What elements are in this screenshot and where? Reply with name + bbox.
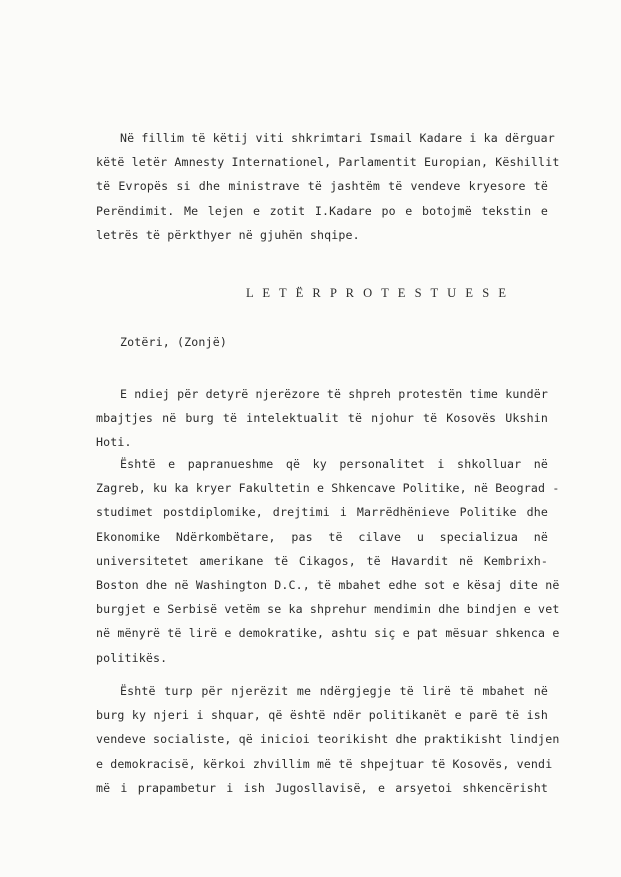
letter-title: L E T Ë R P R O T E S T U E S E bbox=[246, 286, 506, 300]
text-line: universitetet amerikane të Cikagos, të Havardit në Kembrixh- bbox=[96, 553, 548, 568]
salutation bbox=[96, 330, 548, 354]
text-line: studimet postdiplomike, drejtimi i Marrëdhënieve Politike dhe bbox=[96, 505, 548, 520]
body-paragraph-1 bbox=[96, 382, 548, 455]
text-line: Është turp për njerëzit me ndërgjegje të lirë të mbahet në bbox=[120, 684, 548, 698]
text-line: në mënyrë të lirë e demokratike, ashtu siç e pat mësuar shkenca e bbox=[96, 626, 560, 641]
text-line: më i prapambetur i ish Jugosllavisë, e arsyetoi shkencërisht bbox=[96, 780, 548, 795]
text-line: Hoti. bbox=[96, 435, 132, 450]
text-line: burgjet e Serbisë vetëm se ka shprehur mendimin dhe bindjen e vet bbox=[96, 602, 560, 617]
text-line: e demokracisë, kërkoi zhvillim më të shpejtuar të Kosovës, vendi bbox=[96, 756, 553, 771]
text-line: Ekonomike Ndërkombëtare, pas të cilave u specializua në bbox=[96, 529, 548, 544]
intro-paragraph bbox=[96, 126, 560, 247]
text-line: letrës të përkthyer në gjuhën shqipe. bbox=[96, 227, 360, 242]
body-paragraph-3 bbox=[96, 679, 560, 800]
text-line: politikës. bbox=[96, 650, 168, 665]
text-line: burg ky njeri i shquar, që është ndër politikanët e parë të ish bbox=[96, 708, 548, 723]
text-line: E ndiej për detyrë njerëzore të shpreh protestën time kundër bbox=[120, 387, 548, 401]
text-line: Zagreb, ku ka kryer Fakultetin e Shkencave Politike, në Beograd - bbox=[96, 481, 560, 496]
text-line: mbajtjes në burg të intelektualit të njohur të Kosovës Ukshin bbox=[96, 411, 548, 426]
text-line: këtë letër Amnesty Internationel, Parlamentit Europian, Këshillit bbox=[96, 155, 560, 170]
text-line: Boston dhe në Washington D.C., të mbahet edhe sot e kësaj dite në bbox=[96, 577, 560, 592]
text-line: Perëndimit. Me lejen e zotit I.Kadare po e botojmë tekstin e bbox=[96, 203, 548, 218]
body-paragraph-2 bbox=[96, 452, 560, 670]
salutation-text: Zotëri, (Zonjë) bbox=[120, 335, 227, 349]
text-line: të Evropës si dhe ministrave të jashtëm të vendeve kryesore të bbox=[96, 179, 548, 194]
text-line: Në fillim të këtij viti shkrimtari Ismail Kadare i ka dërguar bbox=[120, 131, 555, 145]
text-line: vendeve socialiste, që inicioi teorikisht dhe praktikisht lindjen bbox=[96, 732, 560, 747]
text-line: Është e papranueshme që ky personalitet i shkolluar në bbox=[120, 457, 548, 471]
